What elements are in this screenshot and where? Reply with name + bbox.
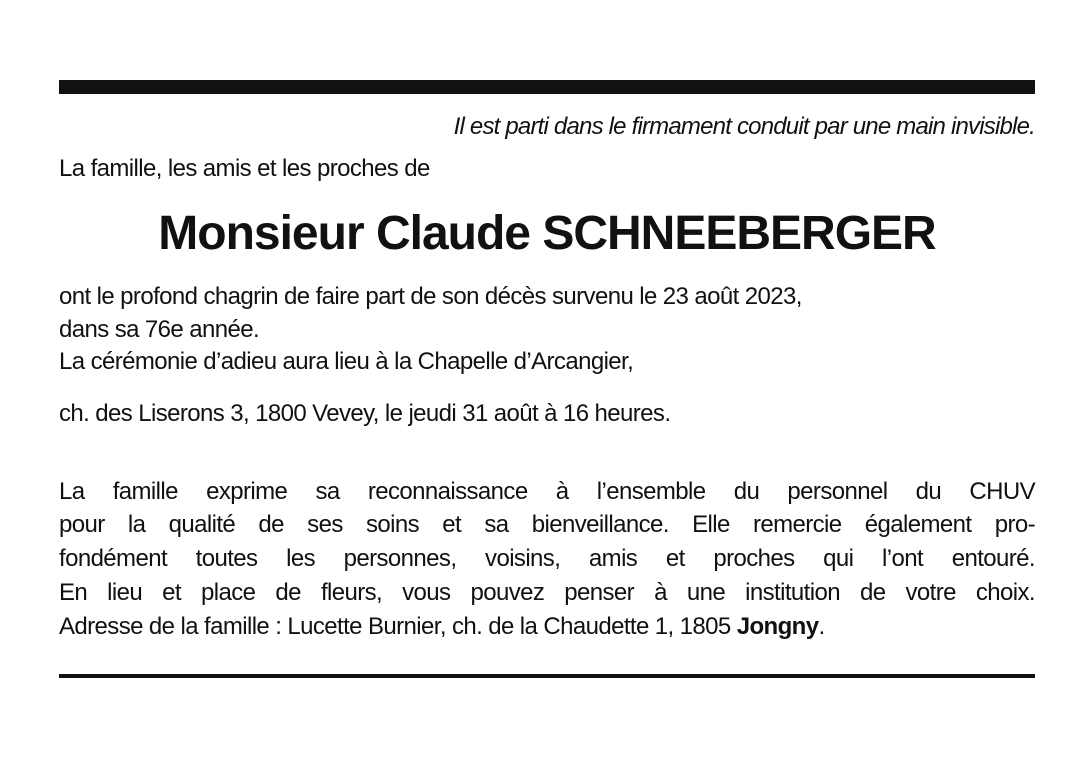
announcement-line: La cérémonie d’adieu aura lieu à la Chapelle d’Arcangier, xyxy=(59,348,634,375)
bottom-rule xyxy=(59,674,1035,678)
announcement-line: ch. des Liserons 3, 1800 Vevey, le jeudi 31 août à 16 heures. xyxy=(59,400,671,427)
top-rule xyxy=(59,80,1035,94)
thanks-line: fondément toutes les personnes, voisins, amis et proches qui l’ont entouré. xyxy=(59,545,1035,572)
thanks-line: En lieu et place de fleurs, vous pouvez penser à une institution de votre choix. xyxy=(59,579,1035,606)
address-town: Jongny xyxy=(736,613,819,640)
announcement-line: ont le profond chagrin de faire part de son décès survenu le 23 août 2023, xyxy=(59,283,802,310)
epigraph: Il est parti dans le firmament conduit par une main invisible. xyxy=(453,113,1035,140)
family-address xyxy=(59,612,1035,642)
thanks-line: pour la qualité de ses soins et sa bienveillance. Elle remercie également pro- xyxy=(59,511,1035,538)
announcement-line: dans sa 76e année. xyxy=(59,316,260,343)
address-prefix: Adresse de la famille : Lucette Burnier, ch. de la Chaudette 1, 1805 xyxy=(59,613,737,640)
address-suffix: . xyxy=(818,613,825,640)
deceased-name: Monsieur Claude SCHNEEBERGER xyxy=(158,207,936,260)
thanks-line: La famille exprime sa reconnaissance à l’ensemble du personnel du CHUV xyxy=(59,478,1035,505)
intro-line: La famille, les amis et les proches de xyxy=(59,155,430,182)
